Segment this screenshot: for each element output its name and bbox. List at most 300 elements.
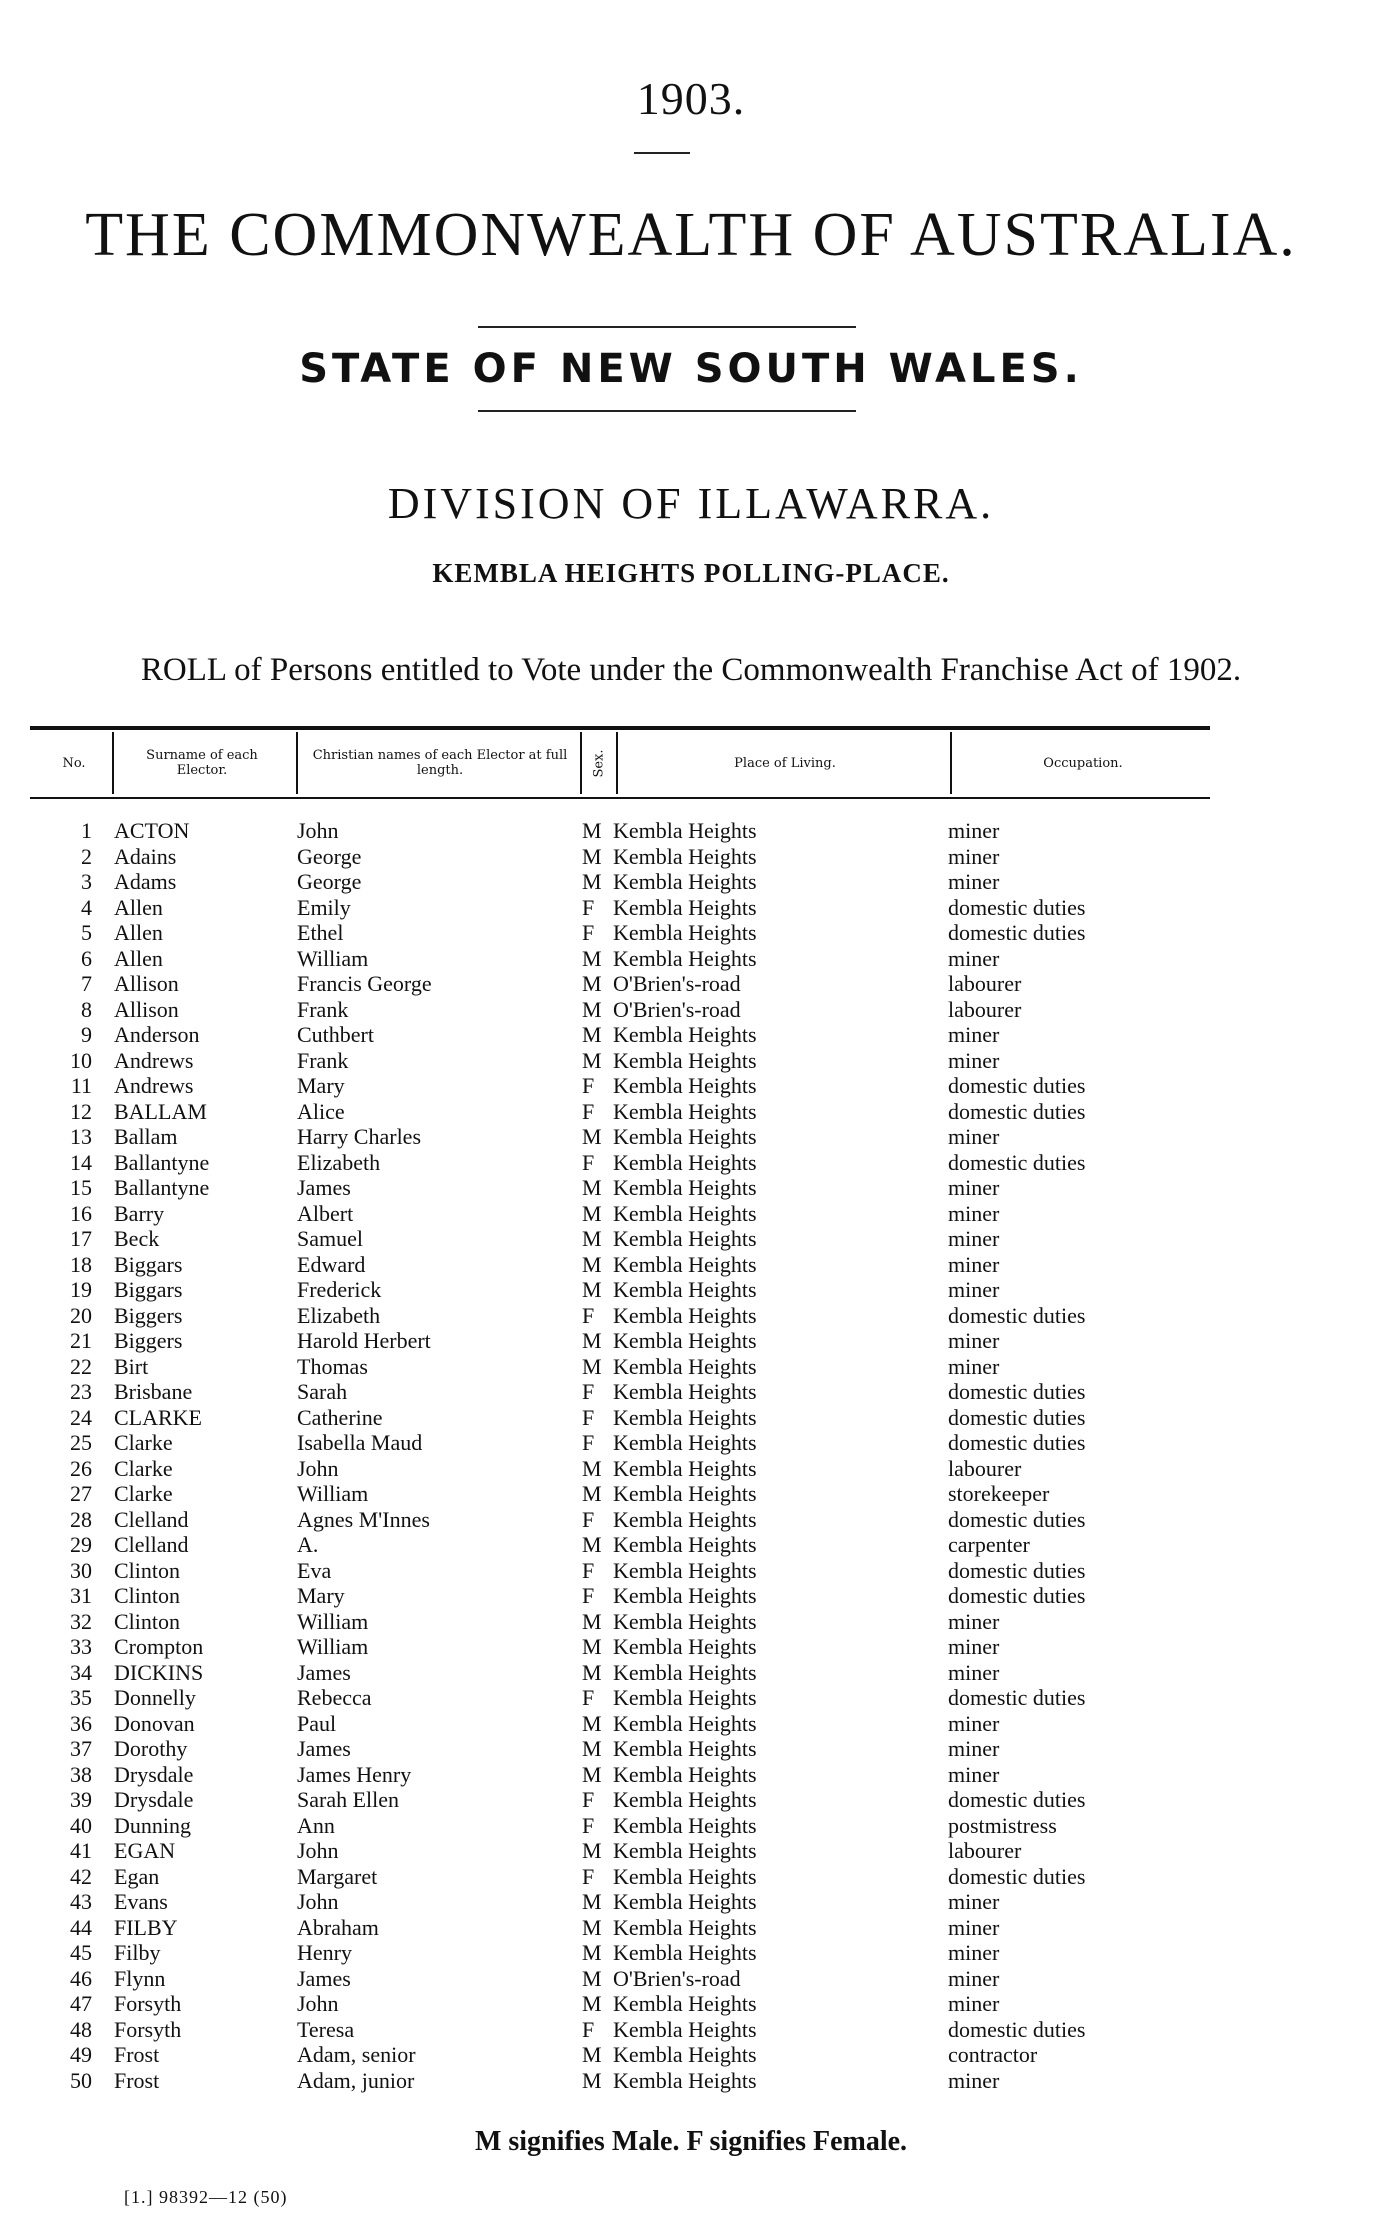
elector-christian-names: Frank	[297, 996, 349, 1022]
elector-number: 16	[70, 1200, 92, 1226]
elector-number: 5	[81, 920, 92, 945]
elector-surname: Brisbane	[114, 1379, 193, 1404]
table-row	[0, 946, 1382, 971]
elector-occupation: miner	[948, 1226, 1000, 1251]
elector-sex: F	[582, 1685, 595, 1710]
elector-christian-names: John	[297, 1455, 339, 1481]
column-divider	[950, 732, 952, 794]
elector-occupation: labourer	[948, 996, 1022, 1022]
elector-christian-names: James Henry	[297, 1761, 412, 1787]
elector-sex: M	[582, 1455, 602, 1481]
elector-surname: DICKINS	[114, 1659, 204, 1685]
elector-surname: Allen	[114, 894, 163, 920]
elector-place-of-living: Kembla Heights	[613, 1379, 757, 1404]
elector-sex: F	[582, 1073, 595, 1098]
elector-occupation: miner	[948, 1940, 1000, 1965]
elector-place-of-living: Kembla Heights	[613, 1659, 757, 1685]
elector-place-of-living: Kembla Heights	[613, 1787, 757, 1812]
column-header-occupation: Occupation.	[1043, 755, 1123, 771]
elector-sex: F	[582, 2016, 595, 2042]
year: 1903.	[636, 73, 746, 124]
state-heading: STATE OF NEW SOUTH WALES.	[299, 346, 1083, 392]
elector-place-of-living: Kembla Heights	[613, 1302, 757, 1328]
table-row	[0, 1456, 1382, 1481]
elector-place-of-living: O'Brien's-road	[613, 996, 741, 1022]
elector-christian-names: Isabella Maud	[297, 1430, 423, 1455]
elector-occupation: domestic duties	[948, 1685, 1086, 1710]
table-row	[0, 1762, 1382, 1787]
elector-number: 10	[70, 1047, 92, 1073]
elector-sex: M	[582, 1328, 602, 1353]
elector-place-of-living: Kembla Heights	[613, 1277, 757, 1302]
divider	[634, 152, 690, 154]
elector-christian-names: William	[297, 945, 369, 971]
table-row	[0, 1099, 1382, 1124]
elector-sex: M	[582, 1353, 602, 1379]
elector-number: 41	[70, 1838, 92, 1863]
elector-surname: Anderson	[114, 1022, 200, 1047]
elector-number: 32	[70, 1608, 92, 1634]
elector-surname: Crompton	[114, 1634, 204, 1659]
elector-number: 25	[70, 1430, 92, 1455]
elector-christian-names: John	[297, 1889, 339, 1914]
table-row	[0, 1150, 1382, 1175]
elector-number: 14	[70, 1149, 92, 1175]
elector-place-of-living: Kembla Heights	[613, 2067, 757, 2093]
elector-christian-names: Albert	[297, 1200, 354, 1226]
divider	[478, 410, 856, 412]
elector-surname: Ballantyne	[114, 1175, 210, 1200]
elector-sex: M	[582, 1175, 602, 1200]
elector-surname: Barry	[114, 1200, 165, 1226]
elector-number: 50	[70, 2067, 92, 2093]
sex-legend: M signifies Male. F signifies Female.	[474, 2126, 908, 2157]
elector-sex: M	[582, 1634, 602, 1659]
elector-surname: Clarke	[114, 1455, 173, 1481]
table-row	[0, 1838, 1382, 1863]
elector-surname: Biggars	[114, 1277, 183, 1302]
elector-place-of-living: Kembla Heights	[613, 1455, 757, 1481]
elector-surname: Beck	[114, 1226, 160, 1251]
elector-surname: ACTON	[114, 818, 190, 843]
elector-place-of-living: Kembla Heights	[613, 920, 757, 945]
table-row	[0, 1277, 1382, 1302]
elector-surname: Adains	[114, 843, 177, 869]
elector-christian-names: Teresa	[297, 2016, 355, 2042]
elector-sex: M	[582, 1124, 602, 1149]
elector-sex: M	[582, 1226, 602, 1251]
elector-sex: F	[582, 1149, 595, 1175]
elector-surname: Clinton	[114, 1557, 181, 1583]
elector-christian-names: James	[297, 1965, 351, 1991]
elector-sex: F	[582, 1098, 595, 1124]
elector-occupation: miner	[948, 1175, 1000, 1200]
elector-surname: Dorothy	[114, 1736, 188, 1761]
elector-christian-names: John	[297, 1991, 339, 2016]
elector-number: 15	[70, 1175, 92, 1200]
elector-number: 39	[70, 1787, 92, 1812]
elector-christian-names: Francis George	[297, 971, 432, 996]
table-row	[0, 1609, 1382, 1634]
elector-occupation: miner	[948, 1991, 1000, 2016]
elector-sex: F	[582, 1506, 595, 1532]
elector-number: 3	[81, 869, 92, 894]
elector-number: 12	[70, 1098, 92, 1124]
table-row	[0, 1226, 1382, 1251]
elector-number: 2	[81, 843, 92, 869]
elector-occupation: domestic duties	[948, 2016, 1086, 2042]
elector-place-of-living: Kembla Heights	[613, 818, 757, 843]
elector-place-of-living: Kembla Heights	[613, 1608, 757, 1634]
elector-christian-names: Mary	[297, 1583, 345, 1608]
elector-sex: F	[582, 1302, 595, 1328]
elector-sex: M	[582, 1251, 602, 1277]
elector-number: 49	[70, 2042, 92, 2067]
elector-place-of-living: Kembla Heights	[613, 1022, 757, 1047]
elector-place-of-living: Kembla Heights	[613, 1251, 757, 1277]
elector-occupation: domestic duties	[948, 920, 1086, 945]
elector-sex: M	[582, 1659, 602, 1685]
elector-christian-names: George	[297, 869, 362, 894]
elector-place-of-living: Kembla Heights	[613, 869, 757, 894]
table-row	[0, 1430, 1382, 1455]
table-row	[0, 1940, 1382, 1965]
table-row	[0, 1507, 1382, 1532]
elector-number: 31	[70, 1583, 92, 1608]
elector-occupation: contractor	[948, 2042, 1038, 2067]
elector-place-of-living: Kembla Heights	[613, 1124, 757, 1149]
elector-occupation: miner	[948, 1124, 1000, 1149]
elector-christian-names: John	[297, 818, 339, 843]
elector-christian-names: James	[297, 1736, 351, 1761]
elector-christian-names: Emily	[297, 894, 351, 920]
elector-surname: Filby	[114, 1940, 161, 1965]
elector-surname: Donovan	[114, 1710, 195, 1736]
elector-sex: M	[582, 2042, 602, 2067]
elector-surname: Allison	[114, 971, 179, 996]
elector-place-of-living: Kembla Heights	[613, 2042, 757, 2067]
elector-christian-names: Edward	[297, 1251, 366, 1277]
table-row	[0, 1328, 1382, 1353]
table-row	[0, 1583, 1382, 1608]
elector-surname: Drysdale	[114, 1761, 194, 1787]
elector-number: 19	[70, 1277, 92, 1302]
elector-place-of-living: Kembla Heights	[613, 1557, 757, 1583]
table-row	[0, 1532, 1382, 1557]
elector-sex: M	[582, 869, 602, 894]
elector-surname: EGAN	[114, 1838, 176, 1863]
table-row	[0, 2042, 1382, 2067]
elector-sex: F	[582, 894, 595, 920]
elector-surname: Forsyth	[114, 2016, 182, 2042]
elector-number: 42	[70, 1863, 92, 1889]
elector-surname: Andrews	[114, 1073, 194, 1098]
elector-surname: Clinton	[114, 1583, 181, 1608]
table-row	[0, 920, 1382, 945]
elector-place-of-living: Kembla Heights	[613, 894, 757, 920]
elector-christian-names: Eva	[297, 1557, 332, 1583]
elector-number: 29	[70, 1532, 92, 1557]
elector-place-of-living: Kembla Heights	[613, 1761, 757, 1787]
elector-occupation: miner	[948, 1710, 1000, 1736]
elector-place-of-living: Kembla Heights	[613, 1583, 757, 1608]
elector-place-of-living: Kembla Heights	[613, 1991, 757, 2016]
elector-occupation: miner	[948, 1659, 1000, 1685]
elector-christian-names: Ethel	[297, 920, 344, 945]
elector-number: 36	[70, 1710, 92, 1736]
elector-sex: M	[582, 1532, 602, 1557]
table-row	[0, 1685, 1382, 1710]
elector-place-of-living: Kembla Heights	[613, 1940, 757, 1965]
table-row	[0, 1966, 1382, 1991]
elector-number: 24	[70, 1404, 92, 1430]
table-row	[0, 2017, 1382, 2042]
elector-christian-names: Adam, junior	[297, 2067, 415, 2093]
elector-christian-names: Ann	[297, 1812, 335, 1838]
column-header-place: Place of Living.	[734, 755, 836, 771]
elector-sex: M	[582, 2067, 602, 2093]
elector-place-of-living: Kembla Heights	[613, 1710, 757, 1736]
elector-christian-names: William	[297, 1481, 369, 1506]
elector-christian-names: Sarah Ellen	[297, 1787, 400, 1812]
elector-christian-names: Harry Charles	[297, 1124, 422, 1149]
elector-occupation: labourer	[948, 1455, 1022, 1481]
elector-christian-names: James	[297, 1175, 351, 1200]
elector-occupation: miner	[948, 869, 1000, 894]
elector-occupation: domestic duties	[948, 1073, 1086, 1098]
elector-occupation: storekeeper	[948, 1481, 1050, 1506]
elector-occupation: miner	[948, 1736, 1000, 1761]
elector-christian-names: Elizabeth	[297, 1302, 381, 1328]
table-row	[0, 895, 1382, 920]
table-row	[0, 1405, 1382, 1430]
elector-number: 20	[70, 1302, 92, 1328]
elector-number: 8	[81, 996, 92, 1022]
elector-number: 48	[70, 2016, 92, 2042]
elector-surname: Biggers	[114, 1302, 183, 1328]
elector-surname: Adams	[114, 869, 177, 894]
elector-occupation: domestic duties	[948, 1863, 1086, 1889]
table-row	[0, 971, 1382, 996]
table-row	[0, 1634, 1382, 1659]
table-row	[0, 1864, 1382, 1889]
elector-place-of-living: Kembla Heights	[613, 1353, 757, 1379]
elector-christian-names: William	[297, 1634, 369, 1659]
table-row	[0, 1379, 1382, 1404]
elector-place-of-living: Kembla Heights	[613, 1889, 757, 1914]
elector-place-of-living: Kembla Heights	[613, 1736, 757, 1761]
elector-sex: M	[582, 971, 602, 996]
elector-place-of-living: Kembla Heights	[613, 1047, 757, 1073]
column-header-sex	[582, 732, 616, 794]
elector-occupation: miner	[948, 1022, 1000, 1047]
elector-number: 9	[81, 1022, 92, 1047]
table-row	[0, 1991, 1382, 2016]
elector-place-of-living: Kembla Heights	[613, 1098, 757, 1124]
elector-sex: F	[582, 1557, 595, 1583]
elector-occupation: miner	[948, 1965, 1000, 1991]
table-row	[0, 1022, 1382, 1047]
elector-sex: M	[582, 996, 602, 1022]
elector-occupation: miner	[948, 945, 1000, 971]
elector-christian-names: Rebecca	[297, 1685, 372, 1710]
elector-sex: M	[582, 1940, 602, 1965]
elector-number: 44	[70, 1914, 92, 1940]
elector-sex: M	[582, 1761, 602, 1787]
elector-sex: M	[582, 1481, 602, 1506]
elector-surname: Flynn	[114, 1965, 166, 1991]
elector-occupation: miner	[948, 1200, 1000, 1226]
elector-christian-names: Adam, senior	[297, 2042, 416, 2067]
elector-number: 11	[70, 1073, 92, 1098]
elector-place-of-living: Kembla Heights	[613, 1914, 757, 1940]
elector-place-of-living: O'Brien's-road	[613, 1965, 741, 1991]
elector-occupation: domestic duties	[948, 1302, 1086, 1328]
elector-sex: F	[582, 1430, 595, 1455]
elector-christian-names: Margaret	[297, 1863, 378, 1889]
elector-surname: Clarke	[114, 1430, 173, 1455]
elector-occupation: domestic duties	[948, 894, 1086, 920]
table-row	[0, 997, 1382, 1022]
elector-christian-names: William	[297, 1608, 369, 1634]
elector-christian-names: Catherine	[297, 1404, 383, 1430]
elector-number: 22	[70, 1353, 92, 1379]
elector-surname: FILBY	[114, 1914, 178, 1940]
elector-occupation: domestic duties	[948, 1583, 1086, 1608]
page-title: THE COMMONWEALTH OF AUSTRALIA.	[85, 201, 1297, 269]
polling-place-heading: KEMBLA HEIGHTS POLLING-PLACE.	[432, 558, 950, 588]
elector-christian-names: Samuel	[297, 1226, 363, 1251]
elector-sex: F	[582, 1583, 595, 1608]
elector-occupation: miner	[948, 1328, 1000, 1353]
table-row	[0, 1354, 1382, 1379]
elector-number: 4	[81, 894, 92, 920]
elector-occupation: miner	[948, 1047, 1000, 1073]
table-row	[0, 1660, 1382, 1685]
table-row	[0, 869, 1382, 894]
table-row	[0, 1558, 1382, 1583]
elector-christian-names: Harold Herbert	[297, 1328, 431, 1353]
elector-surname: Egan	[114, 1863, 160, 1889]
elector-occupation: carpenter	[948, 1532, 1030, 1557]
elector-surname: Andrews	[114, 1047, 194, 1073]
elector-place-of-living: Kembla Heights	[613, 1404, 757, 1430]
elector-surname: Frost	[114, 2067, 160, 2093]
elector-place-of-living: Kembla Heights	[613, 1175, 757, 1200]
elector-surname: CLARKE	[114, 1404, 202, 1430]
elector-sex: F	[582, 1404, 595, 1430]
elector-sex: M	[582, 1608, 602, 1634]
elector-sex: M	[582, 1838, 602, 1863]
table-header-top-rule	[30, 726, 1210, 730]
elector-surname: Allison	[114, 996, 179, 1022]
elector-occupation: miner	[948, 2067, 1000, 2093]
column-header-sex-label: Sex.	[591, 748, 607, 778]
elector-place-of-living: Kembla Heights	[613, 1532, 757, 1557]
elector-occupation: domestic duties	[948, 1506, 1086, 1532]
elector-sex: M	[582, 1736, 602, 1761]
table-row	[0, 1889, 1382, 1914]
elector-place-of-living: Kembla Heights	[613, 1149, 757, 1175]
elector-sex: F	[582, 1379, 595, 1404]
elector-place-of-living: Kembla Heights	[613, 843, 757, 869]
table-row	[0, 1915, 1382, 1940]
elector-sex: M	[582, 1991, 602, 2016]
elector-occupation: miner	[948, 1353, 1000, 1379]
divider	[478, 326, 856, 328]
elector-sex: M	[582, 1710, 602, 1736]
elector-surname: Donnelly	[114, 1685, 196, 1710]
table-row	[0, 1201, 1382, 1226]
elector-surname: Forsyth	[114, 1991, 182, 2016]
elector-number: 33	[70, 1634, 92, 1659]
roll-title: ROLL of Persons entitled to Vote under the Commonwealth Franchise Act of 1902.	[140, 652, 1242, 688]
elector-place-of-living: Kembla Heights	[613, 1481, 757, 1506]
elector-number: 21	[70, 1328, 92, 1353]
elector-surname: Clelland	[114, 1532, 189, 1557]
elector-surname: Biggars	[114, 1251, 183, 1277]
column-header-surname: Surname of each Elector.	[146, 748, 258, 778]
elector-christian-names: George	[297, 843, 362, 869]
table-row	[0, 1073, 1382, 1098]
elector-number: 37	[70, 1736, 92, 1761]
elector-sex: M	[582, 1200, 602, 1226]
elector-sex: F	[582, 1787, 595, 1812]
elector-sex: M	[582, 1022, 602, 1047]
elector-place-of-living: O'Brien's-road	[613, 971, 741, 996]
table-row	[0, 1252, 1382, 1277]
elector-place-of-living: Kembla Heights	[613, 1073, 757, 1098]
table-row	[0, 1711, 1382, 1736]
column-divider	[296, 732, 298, 794]
elector-occupation: domestic duties	[948, 1557, 1086, 1583]
elector-place-of-living: Kembla Heights	[613, 1506, 757, 1532]
table-row	[0, 844, 1382, 869]
elector-number: 35	[70, 1685, 92, 1710]
elector-surname: Biggers	[114, 1328, 183, 1353]
elector-occupation: domestic duties	[948, 1149, 1086, 1175]
elector-place-of-living: Kembla Heights	[613, 1328, 757, 1353]
elector-number: 13	[70, 1124, 92, 1149]
elector-christian-names: A.	[297, 1532, 319, 1557]
elector-sex: F	[582, 1863, 595, 1889]
elector-sex: F	[582, 920, 595, 945]
elector-number: 47	[70, 1991, 92, 2016]
elector-christian-names: Alice	[297, 1098, 345, 1124]
elector-christian-names: Frederick	[297, 1277, 382, 1302]
elector-christian-names: Thomas	[297, 1353, 368, 1379]
elector-surname: Clelland	[114, 1506, 189, 1532]
table-row	[0, 1303, 1382, 1328]
elector-surname: Clarke	[114, 1481, 173, 1506]
elector-sex: M	[582, 818, 602, 843]
elector-place-of-living: Kembla Heights	[613, 1838, 757, 1863]
elector-surname: Allen	[114, 945, 163, 971]
elector-christian-names: Elizabeth	[297, 1149, 381, 1175]
elector-occupation: domestic duties	[948, 1379, 1086, 1404]
elector-number: 30	[70, 1557, 92, 1583]
elector-occupation: labourer	[948, 1838, 1022, 1863]
elector-surname: Clinton	[114, 1608, 181, 1634]
elector-sex: M	[582, 945, 602, 971]
elector-place-of-living: Kembla Heights	[613, 1430, 757, 1455]
elector-surname: Drysdale	[114, 1787, 194, 1812]
elector-occupation: domestic duties	[948, 1404, 1086, 1430]
elector-number: 38	[70, 1761, 92, 1787]
table-row	[0, 1813, 1382, 1838]
table-row	[0, 818, 1382, 843]
elector-number: 40	[70, 1812, 92, 1838]
